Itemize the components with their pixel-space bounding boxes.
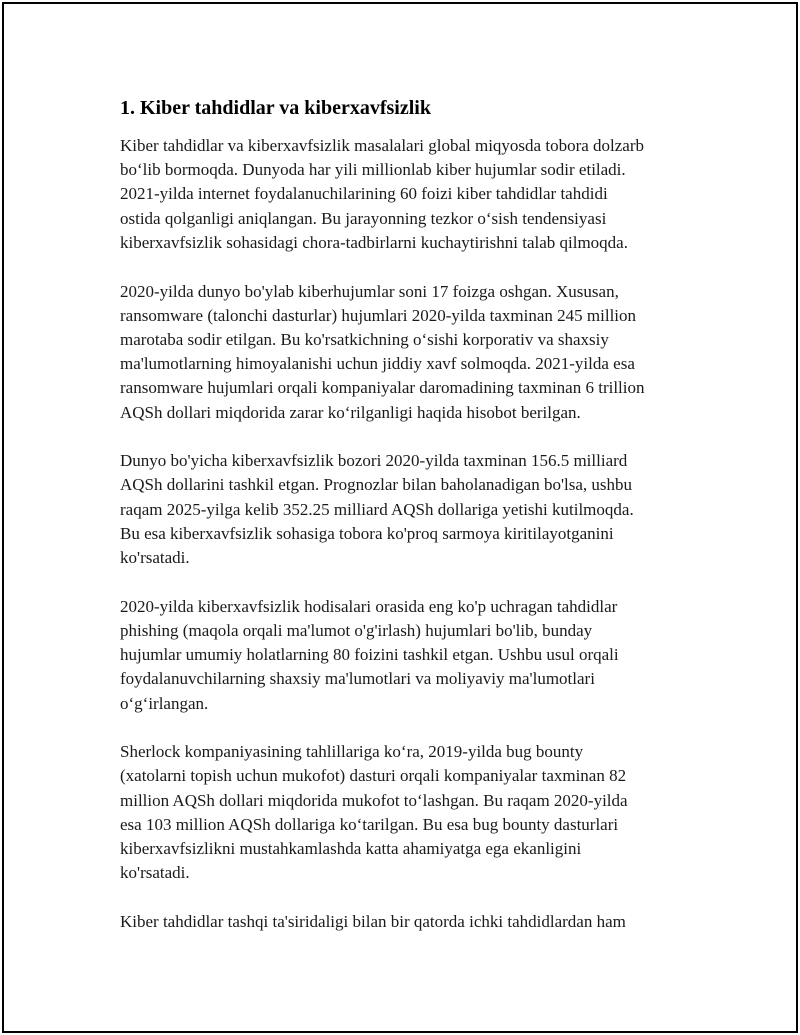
paragraph-line: ostida qolganligi aniqlangan. Bu jarayonning tezkor o‘sish tendensiyasi (120, 208, 607, 228)
paragraph-line: (xatolarni topish uchun mukofot) dasturi orqali kompaniyalar taxminan 82 (120, 766, 627, 786)
paragraph-line: ko'rsatadi. (120, 863, 190, 883)
paragraph-line: phishing (maqola orqali ma'lumot o'g'irlash) hujumlari bo'lib, bunday (120, 620, 593, 640)
paragraph-line: 2020-yilda dunyo bo'ylab kiberhujumlar soni 17 foizga oshgan. Xususan, (120, 281, 619, 301)
paragraph-line: Bu esa kiberxavfsizlik sohasiga tobora ko'proq sarmoya kiritilayotganini (120, 523, 614, 543)
section-heading: 1. Kiber tahdidlar va kiberxavfsizlik (120, 97, 431, 119)
paragraph (118, 595, 708, 716)
paragraph (118, 280, 708, 425)
paragraph-line: hujumlar umumiy holatlarning 80 foizini tashkil etgan. Ushbu usul orqali (120, 645, 619, 665)
paragraph-line: ransomware hujumlari orqali kompaniyalar daromadining taxminan 6 trillion (120, 378, 645, 398)
paragraph (118, 134, 708, 255)
paragraph-line: ko'rsatadi. (120, 548, 190, 568)
paragraph-line: bo‘lib bormoqda. Dunyoda har yili millionlab kiber hujumlar sodir etiladi. (120, 160, 626, 180)
paragraph-line: 2020-yilda kiberxavfsizlik hodisalari orasida eng ko'p uchragan tahdidlar (120, 596, 618, 616)
paragraph (118, 740, 708, 885)
paragraph-line: Kiber tahdidlar va kiberxavfsizlik masalalari global miqyosda tobora dolzarb (120, 136, 644, 155)
document-content (118, 96, 708, 959)
paragraph-line: o‘g‘irlangan. (120, 693, 209, 713)
paragraph-line: ma'lumotlarning himoyalanishi uchun jiddiy xavf solmoqda. 2021-yilda esa (120, 354, 635, 374)
paragraph-line: kiberxavfsizlikni mustahkamlashda katta ahamiyatga ega ekanligini (120, 839, 582, 859)
paragraph-line: AQSh dollari miqdorida zarar ko‘rilganligi haqida hisobot berilgan. (120, 402, 581, 422)
paragraph-list (118, 134, 708, 934)
document-page (2, 2, 798, 1033)
paragraph-line: esa 103 million AQSh dollariga ko‘tarilgan. Bu esa bug bounty dasturlari (120, 814, 619, 834)
paragraph-line: kiberxavfsizlik sohasidagi chora-tadbirlarni kuchaytirishni talab qilmoqda. (120, 232, 628, 252)
paragraph-line: Kiber tahdidlar tashqi ta'siridaligi bilan bir qatorda ichki tahdidlardan ham (120, 911, 626, 931)
paragraph-line: 2021-yilda internet foydalanuchilarining 60 foizi kiber tahdidlar tahdidi (120, 184, 608, 204)
paragraph-line: marotaba sodir etilgan. Bu ko'rsatkichning o‘sishi korporativ va shaxsiy (120, 329, 609, 349)
paragraph-line: AQSh dollarini tashkil etgan. Prognozlar bilan baholanadigan bo'lsa, ushbu (120, 475, 633, 495)
paragraph-line: ransomware (talonchi dasturlar) hujumlari 2020-yilda taxminan 245 million (120, 305, 637, 325)
paragraph-line: Dunyo bo'yicha kiberxavfsizlik bozori 2020-yilda taxminan 156.5 milliard (120, 451, 628, 471)
paragraph (118, 910, 708, 934)
paragraph-line: foydalanuvchilarning shaxsiy ma'lumotlari va moliyaviy ma'lumotlari (120, 669, 595, 689)
paragraph-line: raqam 2025-yilga kelib 352.25 milliard AQSh dollariga yetishi kutilmoqda. (120, 499, 634, 519)
paragraph (118, 449, 708, 570)
paragraph-line: Sherlock kompaniyasining tahlillariga ko‘ra, 2019-yilda bug bounty (120, 742, 584, 762)
paragraph-line: million AQSh dollari miqdorida mukofot to‘lashgan. Bu raqam 2020-yilda (120, 790, 628, 810)
